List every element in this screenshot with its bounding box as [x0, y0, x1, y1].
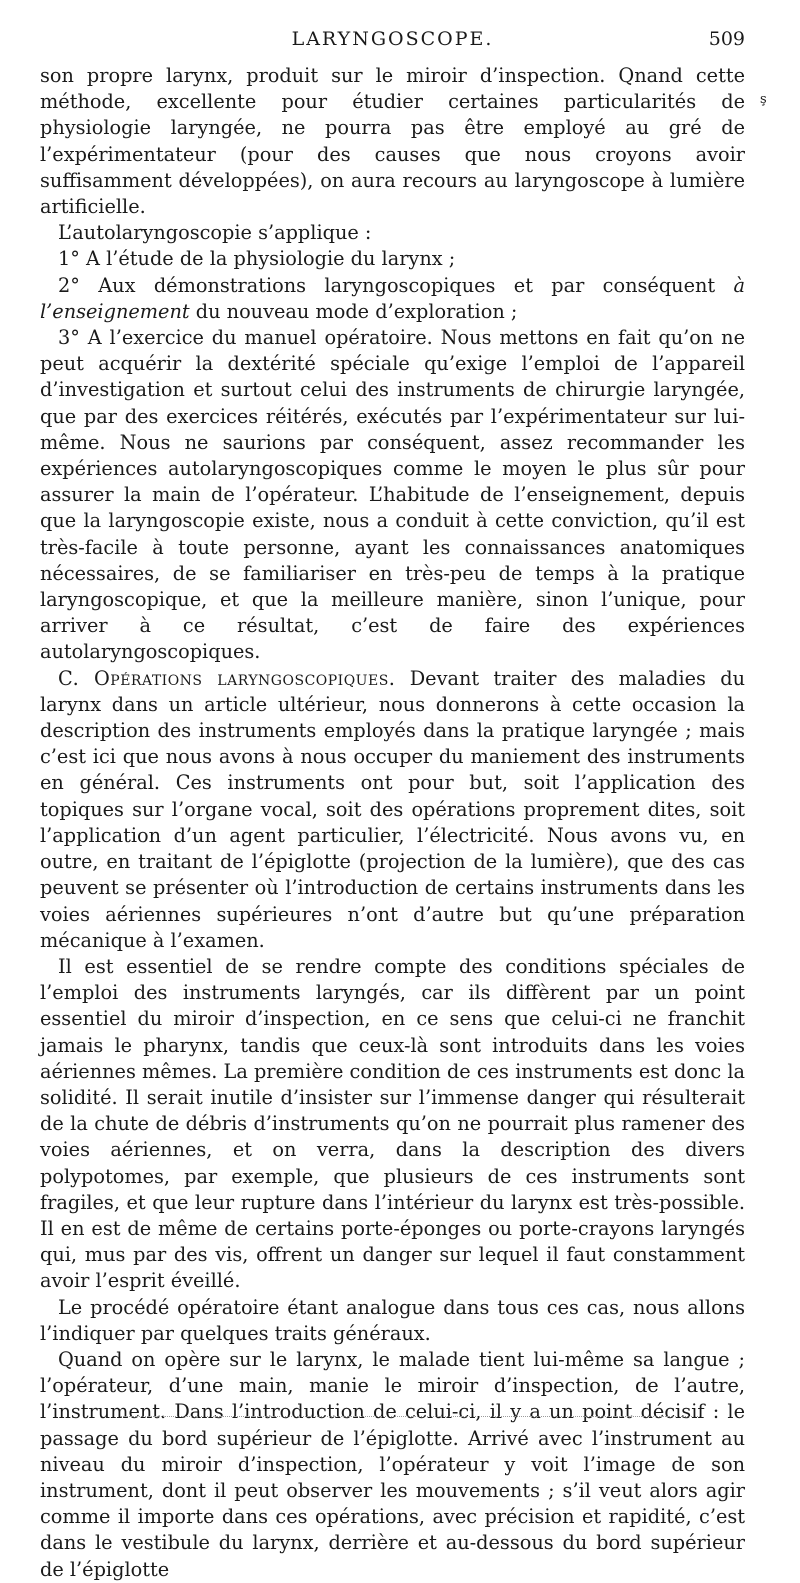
paragraph-1: son propre larynx, produit sur le miroir d’inspection. Qnand cette méthode, excellente pour étudier certaines particularités de physiologie laryngée, ne pourra pas être employé au gré de l’expérimentateur (pour des causes que nous croyons avoir suffisamment développées), on aura recours au laryngoscope à lumière artificielle. — [40, 64, 745, 219]
paragraph-2: L’autolaryngoscopie s’applique : — [58, 221, 372, 245]
footer-rule — [120, 1416, 700, 1417]
section-heading: C. Opérations laryngoscopiques. — [58, 666, 396, 690]
section-c-text: Devant traiter des maladies du larynx dans un article ultérieur, nous donnerons à cette occasion la description des instruments employés dans la pratique laryngée ; mais c’est ici que nous avons à nous occuper du maniement des instruments en général. Ces instruments ont pour but, soit l’application des topiques sur l’organe vocal, soit des opérations proprement dites, soit l’application d’un agent particulier, l’électricité. Nous avons vu, en outre, en traitant de l’épiglotte (projection de la lumière), que des cas peuvent se présenter où l’introduction de certains instruments dans les voies aériennes supérieures n’ont d’autre but qu’une préparation mécanique à l’examen. — [40, 666, 745, 952]
list-item-2 — [40, 273, 745, 325]
paragraph-7: Il est essentiel de se rendre compte des conditions spéciales de l’emploi des instruments laryngés, car ils diffèrent par un point essentiel du miroir d’inspection, en ce sens que celui-ci ne franchit jamais le pharynx, tandis que ceux-là sont introduits dans les voies aériennes mêmes. La première condition de ces instruments est donc la solidité. Il serait inutile d’insister sur l’immense danger qui résulterait de la chute de débris d’instruments qu’on ne pourrait plus ramener des voies aériennes, et on verra, dans la description des divers polypotomes, par exemple, que plusieurs de ces instruments sont fragiles, et que leur rupture dans l’intérieur du larynx est très-possible. Il en est de même de certains porte-éponges ou porte-crayons laryngés qui, mus par des vis, offrent un danger sur lequel il faut constamment avoir l’esprit éveillé. — [40, 954, 745, 1293]
paragraph-9: Quand on opère sur le larynx, le malade tient lui-même sa langue ; l’opérateur, d’une main, manie le miroir d’inspection, de l’autre, l’instrument. Dans l’introduction de celui-ci, il y a un point décisif : le passage du bord supérieur de l’épiglotte. Arrivé avec l’instrument au niveau du miroir d’inspection, l’opérateur y voit l’image de son instrument, dont il peut observer les mouvements ; s’il veut alors agir comme il importe dans ces opérations, avec précision et rapidité, c’est dans le vestibule du larynx, derrière et au-dessous du bord supérieur de l’épiglotte — [40, 1347, 745, 1581]
list-item-2-text-b: du nouveau mode d’exploration ; — [189, 299, 518, 323]
list-item-3: 3° A l’exercice du manuel opératoire. Nous mettons en fait qu’on ne peut acquérir la dextérité spéciale qu’exige l’emploi de l’appareil d’investigation et surtout celui des instruments de chirurgie laryngée, que par des exercices réitérés, exécutés par l’expérimentateur sur lui-même. Nous ne saurions par conséquent, assez recommander les expériences autolaryngoscopiques comme le moyen le plus sûr pour assurer la main de l’opérateur. L’habitude de l’enseignement, depuis que la laryngoscopie existe, nous a conduit à cette conviction, qu’il est très-facile à toute personne, ayant les connaissances anatomiques nécessaires, de se familiariser en très-peu de temps à la pratique laryngoscopique, et que la meilleure manière, sinon l’unique, pour arriver à ce résultat, c’est de faire des expériences autolaryngoscopiques. — [40, 326, 745, 664]
paragraph-8: Le procédé opératoire étant analogue dans tous ces cas, nous allons l’indiquer par quelques traits généraux. — [40, 1295, 745, 1345]
running-title: LARYNGOSCOPE. — [291, 28, 494, 50]
list-item-1: 1° A l’étude de la physiologie du larynx ; — [58, 247, 456, 271]
page-number: 509 — [708, 28, 745, 50]
emphasis-enseignement: à l’enseignement — [40, 273, 745, 323]
body-text — [40, 63, 745, 1583]
page-header — [40, 28, 745, 52]
marginal-mark: ş — [760, 92, 767, 107]
list-item-2-text-a: 2° Aux démonstrations laryngoscopiques et par conséquent — [58, 273, 734, 297]
section-c-paragraph — [40, 666, 745, 954]
